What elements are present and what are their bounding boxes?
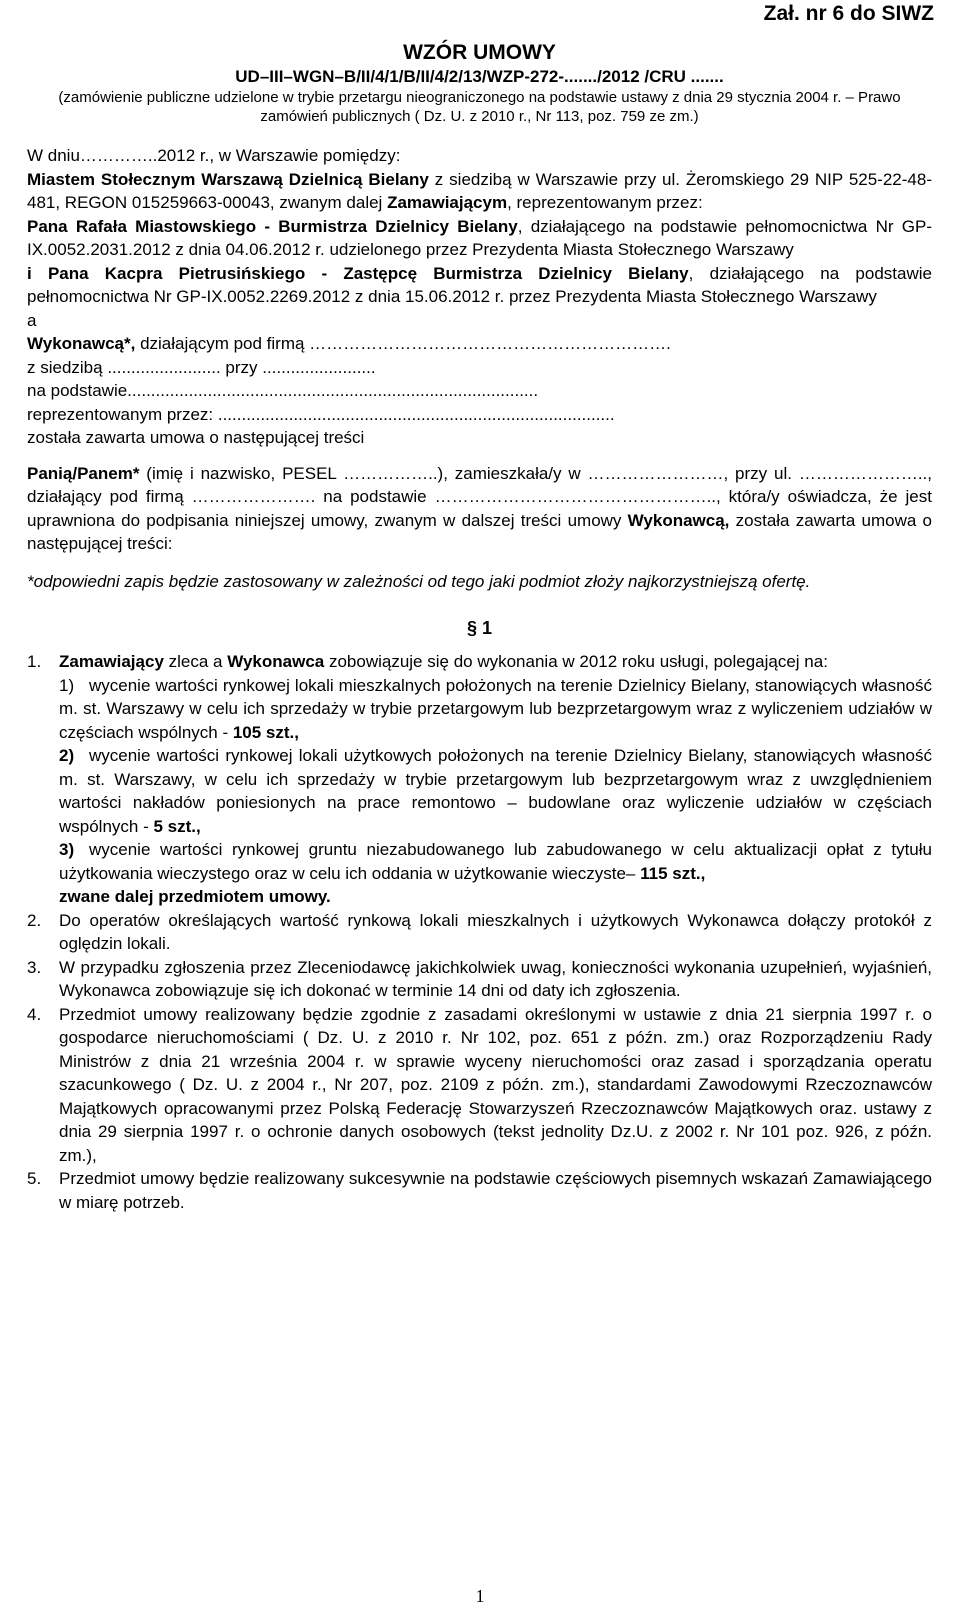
basis-line: na podstawie....................................................................................... xyxy=(27,381,539,400)
person-ending: została zawarta umowa o następującej treści: xyxy=(27,510,933,553)
clause-1 xyxy=(27,650,932,909)
contractor-line xyxy=(27,332,932,356)
city-name: Miastem Stołecznym Warszawą Dzielnicą Bielany xyxy=(27,169,429,189)
representative-1 xyxy=(27,215,932,262)
representative-1-details: , działającego na podstawie pełnomocnictwa Nr GP-IX.0052.2031.2012 z dnia 04.06.2012 r. udzielonego przez Prezydenta Miasta Stołecznego Warszawy xyxy=(27,216,933,259)
contractor-label: Wykonawcą*, xyxy=(27,334,136,353)
clause-5-text: Przedmiot umowy będzie realizowany sukcesywnie na podstawie częściowych pisemnych wskazań Zamawiającego w miarę potrzeb. xyxy=(59,1169,932,1212)
subclause-3 xyxy=(59,838,932,885)
subclause-2-text: wycenie wartości rynkowej lokali użytkowych położonych na terenie Dzielnicy Bielany, stanowiących własność m. st. Warszawy, w celu ich sprzedaży w trybie przetargowym lub bezprzetargowym wraz z uwzględnieniem wartości nakładów poniesionych na prace remontowo – budowlane oraz wyliczenie udziałów w częściach wspólnych - xyxy=(59,746,932,836)
person-details: (imię i nazwisko, PESEL ……………..), zamieszkała/y w ……………………, przy ul. ………………….., działający pod firmą …………………. na podstawie ………………………………………….., która/y oświadcza, że jest uprawniona do podpisania niniejszej umowy, zwanym w dalszej treści umowy xyxy=(27,463,932,530)
seat-line: z siedzibą ........................ przy ........................ xyxy=(27,357,376,377)
concluded-line: została zawarta umowa o następującej treści xyxy=(27,428,365,447)
city-seat: z siedzibą w Warszawie przy ul. Żeromskiego 29 NIP 525-22-48-481, REGON 015259663-00043, zwanym dalej xyxy=(27,169,932,212)
clauses-list xyxy=(27,650,932,1214)
conjunction-and: a xyxy=(27,310,37,330)
representative-line: reprezentowanym przez: .................................................................................... xyxy=(27,404,615,424)
clause-1-lead-text: zleca a xyxy=(163,652,228,671)
subject-definition: zwane dalej przedmiotem umowy. xyxy=(59,887,331,906)
subclause-2-count: 5 szt., xyxy=(153,816,201,836)
subclause-number: 2) xyxy=(59,746,75,765)
ordering-party-paragraph xyxy=(27,168,932,215)
representative-1-name: Pana Rafała Miastowskiego - Burmistrza Dzielnicy Bielany xyxy=(27,216,518,236)
legal-basis: (zamówienie publiczne udzielone w trybie przetargu nieograniczonego na podstawie ustawy z dnia 29 stycznia 2004 r. – Prawo zamówień publicznych ( Dz. U. z 2010 r., Nr 113, poz. 759 ze zm.) xyxy=(58,89,901,125)
document-title: WZÓR UMOWY xyxy=(403,41,556,64)
clause-2 xyxy=(27,909,932,956)
subclause-number: 3) xyxy=(59,840,75,859)
subclause-1 xyxy=(59,674,932,745)
subclause-number: 1) xyxy=(59,675,75,695)
person-label: Panią/Panem* xyxy=(27,463,140,483)
ordering-party-ref: Zamawiający xyxy=(59,652,164,671)
section-symbol: § 1 xyxy=(466,618,493,638)
footnote: *odpowiedni zapis będzie zastosowany w zależności od tego jaki podmiot złoży najkorzystniejszą ofertę. xyxy=(27,571,811,591)
clause-4-text: Przedmiot umowy realizowany będzie zgodnie z zasadami określonymi w ustawie z dnia 21 sierpnia 1997 r. o gospodarce nieruchomościami ( Dz. U. z 2010 r. Nr 102, poz. 651 z późn. zm.) oraz Rozporządzeniu Rady Ministrów z dnia 21 września 2004 r. w sprawie wyceny nieruchomości oraz zasad i sporządzania operatu szacunkowego ( Dz. U. z 2004 r., Nr 207, poz. 2109 z późn. zm.), standardami Zawodowymi Rzeczoznawców Majątkowych opracowanymi przez Polską Federację Stowarzyszeń Rzeczoznawców Majątkowych oraz. ustawy z dnia 29 sierpnia 1997 r. o ochronie danych osobowych (tekst jednolity Dz.U. z 2002 r. Nr 101 poz. 926, z późn. zm.), xyxy=(59,1004,932,1165)
subclause-3-text: wycenie wartości rynkowej gruntu niezabudowanego lub zabudowanego w celu aktualizacji opłat z tytułu użytkowania wieczystego oraz w celu ich oddania w użytkowanie wieczyste– xyxy=(59,840,932,883)
representative-2-name: i Pana Kacpra Pietrusińskiego - Zastępcę Burmistrza Dzielnicy Bielany xyxy=(27,263,689,283)
clause-4 xyxy=(27,1003,932,1168)
clause-number: 3. xyxy=(27,957,42,977)
subclause-1-count: 105 szt., xyxy=(232,722,299,742)
subclause-1-text: wycenie wartości rynkowej lokali mieszkalnych położonych na terenie Dzielnicy Bielany, stanowiących własność m. st. Warszawy w celu ich sprzedaży w trybie przetargowym lub bezprzetargowym wraz z wyliczeniem udziałów w częściach wspólnych - xyxy=(59,675,932,742)
attachment-label: Zał. nr 6 do SIWZ xyxy=(763,2,934,25)
represented-by: , reprezentowanym przez: xyxy=(507,193,703,212)
representative-2 xyxy=(27,262,932,309)
clause-number: 2. xyxy=(27,910,42,930)
contractor-firm: działającym pod firmą ………………………………………………………. xyxy=(135,334,671,353)
person-paragraph xyxy=(27,462,932,556)
page-number: 1 xyxy=(475,1586,485,1606)
contractor-ref: Wykonawca xyxy=(227,652,325,671)
clause-1-lead xyxy=(59,650,932,674)
ordering-party-term: Zamawiającym xyxy=(387,193,508,212)
clause-5 xyxy=(27,1167,932,1214)
contract-number: UD–III–WGN–B/II/4/1/B/II/4/2/13/WZP-272-......./2012 /CRU ....... xyxy=(235,67,724,86)
contractor-term: Wykonawcą, xyxy=(627,510,730,530)
representative-2-details: , działającego na podstawie pełnomocnictwa Nr GP-IX.0052.2269.2012 z dnia 15.06.2012 r. przez Prezydenta Miasta Stołecznego Warszawy xyxy=(27,263,932,306)
clause-3-text: W przypadku zgłoszenia przez Zleceniodawcę jakichkolwiek uwag, konieczności wykonania uzupełnień, wyjaśnień, Wykonawca zobowiązuje się ich dokonać w terminie 14 dni od daty ich zgłoszenia. xyxy=(59,957,932,1000)
clause-number: 5. xyxy=(27,1169,42,1188)
clause-number: 4. xyxy=(27,1004,42,1024)
date-line: W dniu…………..2012 r., w Warszawie pomiędzy: xyxy=(27,146,401,165)
subclause-3-count: 115 szt., xyxy=(640,863,706,883)
clause-2-text: Do operatów określających wartość rynkową lokali mieszkalnych i użytkowych Wykonawca dołączy protokół z oględzin lokali. xyxy=(59,910,932,953)
clause-3 xyxy=(27,956,932,1003)
document-header xyxy=(27,40,932,126)
clause-1-lead-end: zobowiązuje się do wykonania w 2012 roku usługi, polegającej na: xyxy=(324,652,828,671)
subclause-2 xyxy=(59,744,932,838)
clause-number: 1. xyxy=(27,652,42,671)
